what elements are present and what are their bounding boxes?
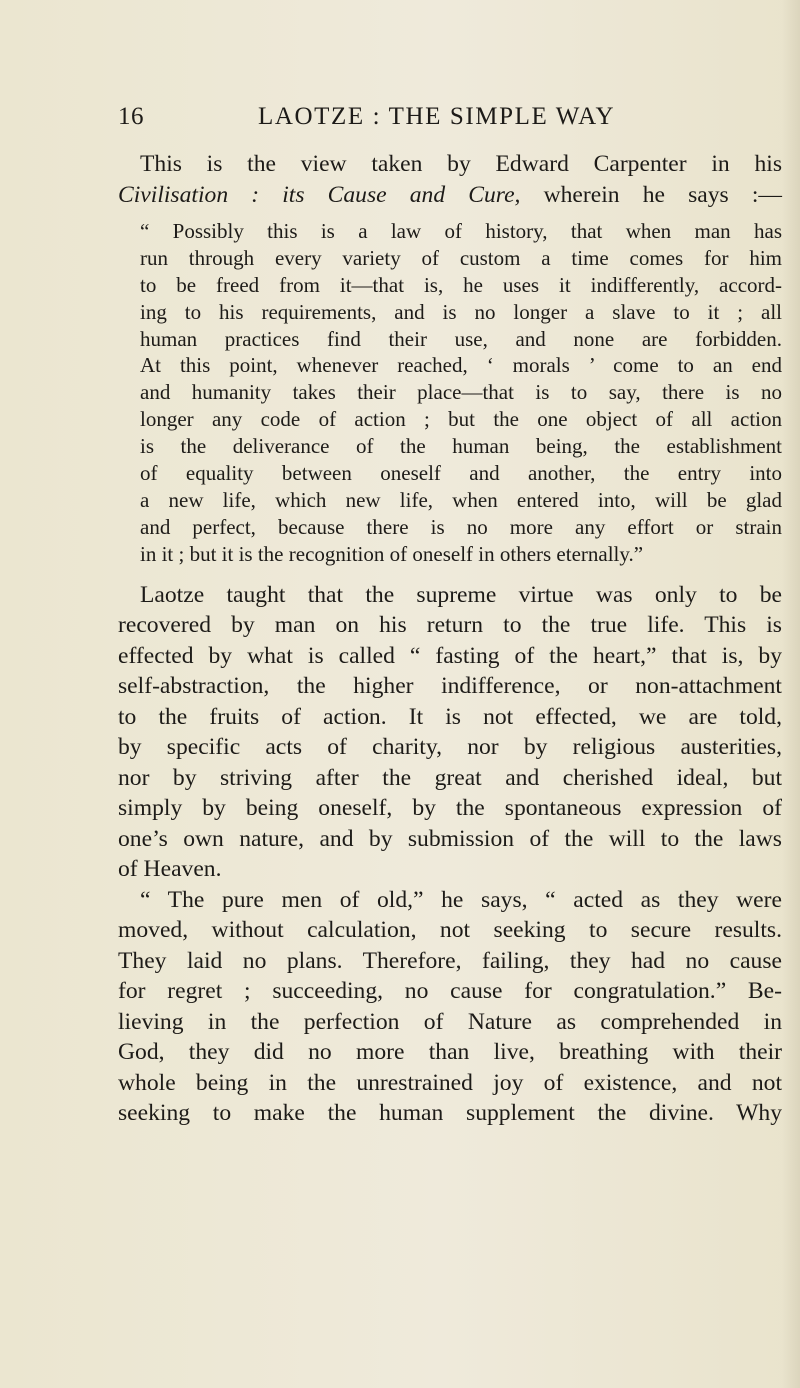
paragraph-line: God, they did no more than live, breathing with their <box>118 1039 782 1066</box>
paragraph-line: recovered by man on his return to the true life. This is <box>118 612 782 639</box>
page-header <box>0 103 800 139</box>
intro-line-rest: wherein he says :— <box>543 181 782 208</box>
text-block <box>118 149 782 1129</box>
paragraph-line: of Heaven. <box>118 856 222 883</box>
paragraph-line: effected by what is called “ fasting of the heart,” that is, by <box>118 642 782 669</box>
quote-line: in it ; but it is the recognition of oneself in others eternally.” <box>140 541 644 566</box>
quote-line: of equality between oneself and another, the entry into <box>140 461 782 486</box>
quote-line: ing to his requirements, and is no longer a slave to it ; all <box>140 299 782 324</box>
quote-line: and perfect, because there is no more any effort or strain <box>140 514 782 539</box>
paragraph-line: for regret ; succeeding, no cause for congratulation.” Be- <box>118 978 782 1005</box>
quote-line: run through every variety of custom a time comes for him <box>140 245 782 270</box>
book-title: Civilisation : its Cause and Cure, <box>118 181 521 208</box>
quote-line: is the deliverance of the human being, the establishment <box>140 434 782 459</box>
paragraph-one <box>118 580 782 885</box>
intro-paragraph <box>118 149 782 210</box>
running-head: LAOTZE : THE SIMPLE WAY <box>258 103 616 130</box>
quote-line: human practices find their use, and none are forbidden. <box>140 326 782 351</box>
paragraph-line: whole being in the unrestrained joy of existence, and not <box>118 1069 782 1096</box>
paragraph-line: Laotze taught that the supreme virtue was only to be <box>140 581 782 608</box>
paragraph-line: seeking to make the human supplement the divine. Why <box>118 1100 782 1127</box>
paragraph-line: simply by being oneself, by the spontaneous expression of <box>118 795 782 822</box>
paragraph-line: nor by striving after the great and cherished ideal, but <box>118 764 782 791</box>
paragraph-line: moved, without calculation, not seeking to secure results. <box>118 917 782 944</box>
quote-line: to be freed from it—that is, he uses it indifferently, accord- <box>140 272 782 297</box>
page-edge-shadow <box>782 0 800 1388</box>
intro-line <box>118 180 782 211</box>
paragraph-two <box>118 885 782 1129</box>
paragraph-line: lieving in the perfection of Nature as comprehended in <box>118 1008 782 1035</box>
paragraph-line: “ The pure men of old,” he says, “ acted as they were <box>140 886 782 913</box>
quote-line: “ Possibly this is a law of history, that when man has <box>140 219 782 243</box>
paragraph-line: self-abstraction, the higher indifference, or non-attachment <box>118 673 782 700</box>
quote-line: a new life, which new life, when entered into, will be glad <box>140 487 782 512</box>
paragraph-line: one’s own nature, and by submission of the will to the laws <box>118 825 782 852</box>
quote-line: At this point, whenever reached, ‘ morals ’ come to an end <box>140 353 782 378</box>
paragraph-line: They laid no plans. Therefore, failing, they had no cause <box>118 947 782 974</box>
quote-line: longer any code of action ; but the one object of all action <box>140 407 782 432</box>
quote-line: and humanity takes their place—that is to say, there is no <box>140 380 782 405</box>
paragraph-line: to the fruits of action. It is not effected, we are told, <box>118 703 782 730</box>
intro-line: This is the view taken by Edward Carpenter in his <box>140 151 782 177</box>
block-quote <box>118 218 782 568</box>
page-number: 16 <box>118 103 144 130</box>
paragraph-line: by specific acts of charity, nor by religious austerities, <box>118 734 782 761</box>
